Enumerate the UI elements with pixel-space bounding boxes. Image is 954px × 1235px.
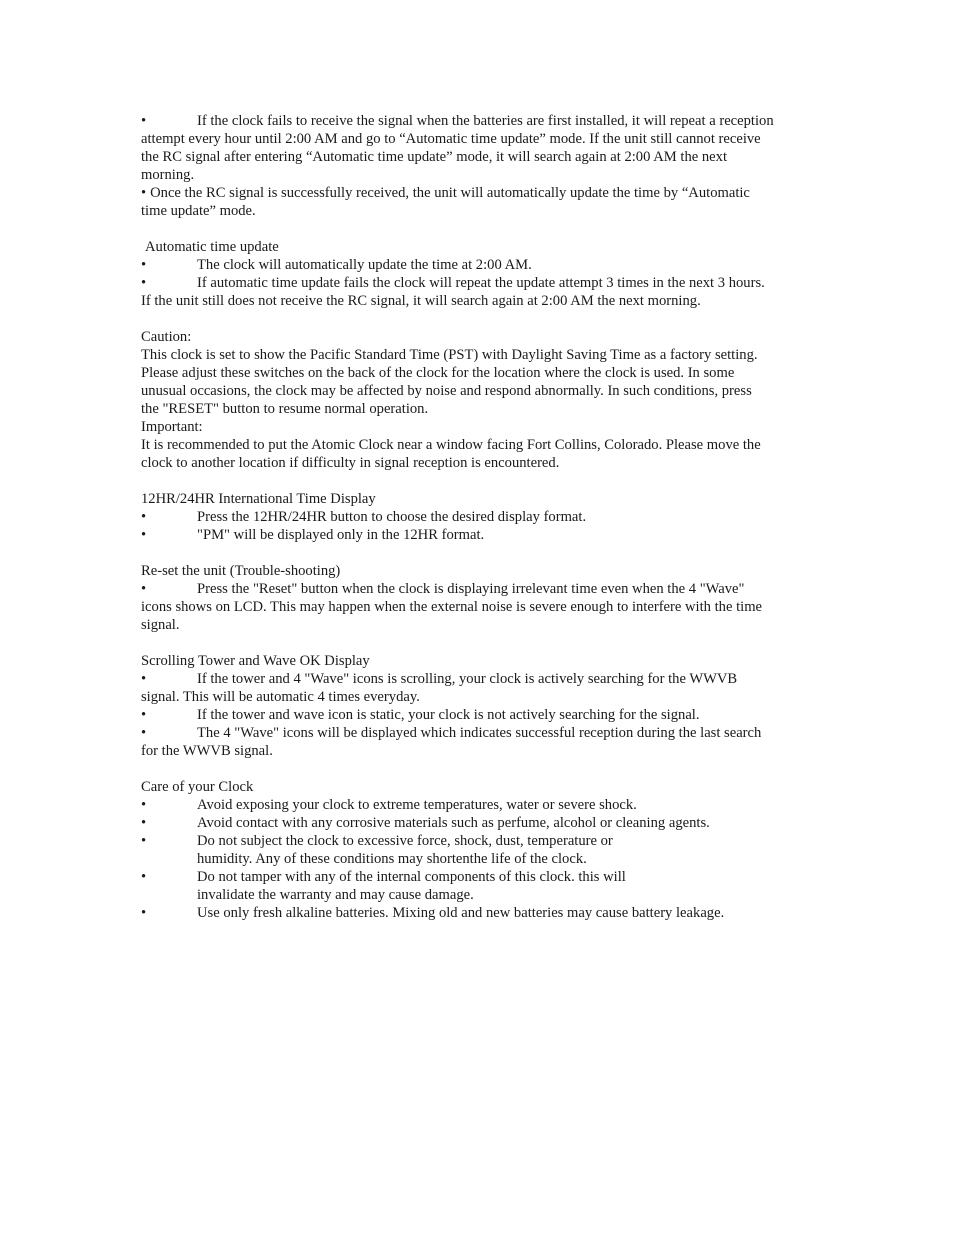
bullet-icon: • <box>141 869 147 885</box>
paragraph-line: Do not tamper with any of the internal components of this clock. this will <box>197 869 626 885</box>
paragraph-line: Once the RC signal is successfully received, the unit will automatically update the time by “Automatic <box>150 185 750 201</box>
list-item <box>141 868 821 886</box>
section-heading: Automatic time update <box>145 239 279 255</box>
list-item <box>141 904 821 922</box>
paragraph-line: "PM" will be displayed only in the 12HR format. <box>197 527 485 543</box>
list-item <box>141 112 821 130</box>
paragraph-line: time update” mode. <box>141 203 256 219</box>
paragraph-line: It is recommended to put the Atomic Clock near a window facing Fort Collins, Colorado. Please move the <box>141 437 761 453</box>
bullet-icon: • <box>141 833 147 849</box>
paragraph-line: If the tower and wave icon is static, your clock is not actively searching for the signal. <box>197 707 700 723</box>
paragraph-line: If the tower and 4 "Wave" icons is scrolling, your clock is actively searching for the WWVB <box>197 671 738 687</box>
paragraph-line: the RC signal after entering “Automatic time update” mode, it will search again at 2:00 AM the next <box>141 149 728 165</box>
bullet-icon: • <box>141 797 147 813</box>
paragraph-line: morning. <box>141 167 195 183</box>
paragraph-line: for the WWVB signal. <box>141 743 273 759</box>
bullet-icon: • <box>141 257 147 273</box>
paragraph-line: The clock will automatically update the time at 2:00 AM. <box>197 257 532 273</box>
paragraph-line: unusual occasions, the clock may be affected by noise and respond abnormally. In such conditions, press <box>141 383 752 399</box>
paragraph-line: Press the 12HR/24HR button to choose the desired display format. <box>197 509 587 525</box>
paragraph-line: This clock is set to show the Pacific Standard Time (PST) with Daylight Saving Time as a factory setting. <box>141 347 758 363</box>
paragraph-line: If the unit still does not receive the RC signal, it will search again at 2:00 AM the next morning. <box>141 293 701 309</box>
bullet-icon: • <box>141 509 147 525</box>
paragraph-line: clock to another location if difficulty in signal reception is encountered. <box>141 455 560 471</box>
paragraph-line: Avoid contact with any corrosive materials such as perfume, alcohol or cleaning agents. <box>197 815 710 831</box>
paragraph-line: Use only fresh alkaline batteries. Mixing old and new batteries may cause battery leakage. <box>197 905 725 921</box>
bullet-icon: • <box>141 581 147 597</box>
paragraph-line: Please adjust these switches on the back of the clock for the location where the clock is used. In some <box>141 365 735 381</box>
section-heading: Care of your Clock <box>141 779 254 795</box>
bullet-icon: • <box>141 275 147 291</box>
bullet-icon: • <box>141 527 147 543</box>
paragraph-line: humidity. Any of these conditions may shortenthe life of the clock. <box>197 851 587 867</box>
list-item <box>141 526 821 544</box>
paragraph-line: Press the "Reset" button when the clock is displaying irrelevant time even when the 4 "Wave" <box>197 581 745 597</box>
paragraph-line: If automatic time update fails the clock will repeat the update attempt 3 times in the next 3 hours. <box>197 275 765 291</box>
bullet-icon: • <box>141 815 147 831</box>
bullet-icon: • <box>141 671 147 687</box>
list-item <box>141 184 821 202</box>
section-heading: Scrolling Tower and Wave OK Display <box>141 653 370 669</box>
section-heading: 12HR/24HR International Time Display <box>141 491 376 507</box>
list-item <box>141 580 821 598</box>
paragraph-line: signal. This will be automatic 4 times everyday. <box>141 689 420 705</box>
bullet-icon: • <box>141 725 147 741</box>
list-item <box>141 832 821 850</box>
list-item <box>141 670 821 688</box>
paragraph-line: the "RESET" button to resume normal operation. <box>141 401 429 417</box>
section-heading: Caution: <box>141 329 192 345</box>
document-page <box>141 112 821 922</box>
bullet-icon: • <box>141 707 147 723</box>
section-heading: Important: <box>141 419 203 435</box>
paragraph-line: Avoid exposing your clock to extreme temperatures, water or severe shock. <box>197 797 637 813</box>
paragraph-line: If the clock fails to receive the signal when the batteries are first installed, it will repeat a reception <box>197 113 774 129</box>
list-item <box>141 274 821 292</box>
bullet-icon: • <box>141 113 147 129</box>
list-item <box>141 796 821 814</box>
bullet-icon: • <box>141 905 147 921</box>
list-item <box>141 256 821 274</box>
paragraph-line: signal. <box>141 617 180 633</box>
paragraph-line: icons shows on LCD. This may happen when the external noise is severe enough to interfere with the time <box>141 599 763 615</box>
paragraph-line: Do not subject the clock to excessive force, shock, dust, temperature or <box>197 833 613 849</box>
paragraph-line: invalidate the warranty and may cause damage. <box>197 887 474 903</box>
list-item <box>141 814 821 832</box>
list-item <box>141 724 821 742</box>
section-heading: Re-set the unit (Trouble-shooting) <box>141 563 341 579</box>
paragraph-line: attempt every hour until 2:00 AM and go to “Automatic time update” mode. If the unit still cannot receive <box>141 131 761 147</box>
bullet-icon: • <box>141 185 147 201</box>
list-item <box>141 508 821 526</box>
list-item <box>141 706 821 724</box>
paragraph-line: The 4 "Wave" icons will be displayed which indicates successful reception during the last search <box>197 725 762 741</box>
